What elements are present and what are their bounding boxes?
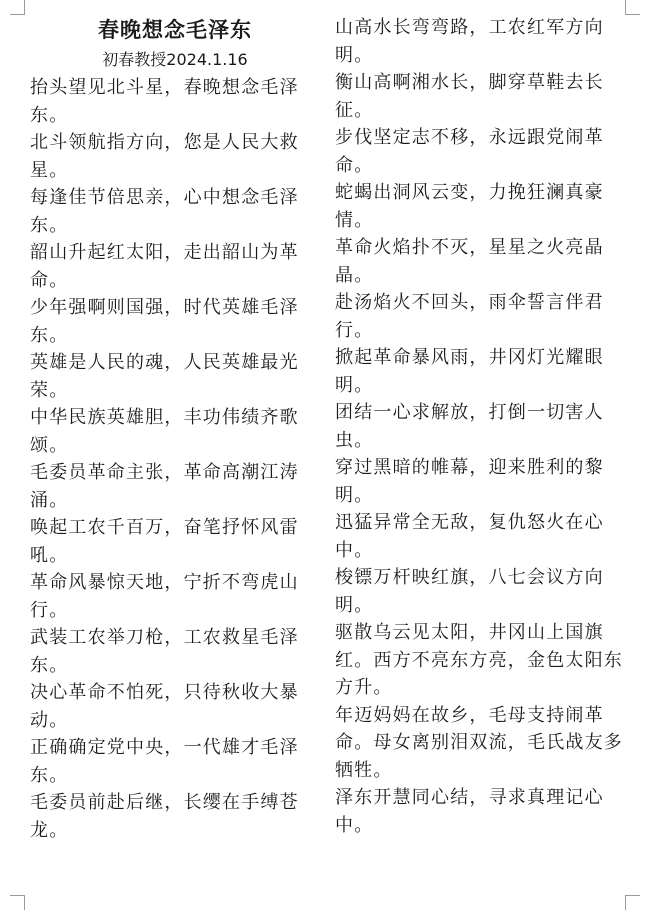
verse-line: 赴汤焰火不回头，雨伞誓言伴君行。	[335, 292, 604, 341]
crop-mark-bottom-right	[625, 895, 640, 910]
verse-line: 毛委员前赴后继，长缨在手缚苍龙。	[30, 792, 299, 841]
verse-line: 穿过黑暗的帷幕，迎来胜利的黎明。	[335, 457, 604, 506]
verse-line: 正确确定党中央，一代雄才毛泽东。	[30, 737, 299, 786]
verse-line: 北斗领航指方向，您是人民大救星。	[30, 132, 299, 181]
verse-line: 团结一心求解放，打倒一切害人虫。	[335, 402, 604, 451]
verse-line: 革命风暴惊天地，宁折不弯虎山行。	[30, 572, 299, 621]
verse-line: 梭镖万杆映红旗，八七会议方向明。	[335, 567, 604, 616]
verse-line: 山高水长弯弯路，工农红军方向明。	[335, 17, 604, 66]
verse-line: 驱散乌云见太阳，井冈山上国旗红。西方不亮东方亮，金色太阳东方升。	[335, 622, 623, 698]
verse-line: 少年强啊则国强，时代英雄毛泽东。	[30, 297, 299, 346]
left-column	[30, 14, 320, 844]
verse-line: 迅猛异常全无敌，复仇怒火在心中。	[335, 512, 604, 561]
verse-line: 武装工农举刀枪，工农救星毛泽东。	[30, 627, 299, 676]
verse-line: 蛇蝎出洞风云变，力挽狂澜真豪情。	[335, 182, 604, 231]
verse-line: 决心革命不怕死，只待秋收大暴动。	[30, 682, 299, 731]
verse-line: 步伐坚定志不移，永远跟党闹革命。	[335, 127, 604, 176]
crop-mark-top-right	[625, 0, 640, 15]
crop-mark-top-left	[10, 0, 25, 15]
verse-line: 毛委员革命主张，革命高潮江涛涌。	[30, 462, 299, 511]
verse-line: 抬头望见北斗星，春晚想念毛泽东。	[30, 77, 299, 126]
crop-mark-bottom-left	[10, 895, 25, 910]
verse-line: 每逢佳节倍思亲，心中想念毛泽东。	[30, 187, 299, 236]
verse-line: 唤起工农千百万，奋笔抒怀风雷吼。	[30, 517, 299, 566]
verse-line: 年迈妈妈在故乡，毛母支持闹革命。母女离别泪双流，毛氏战友多牺牲。	[335, 704, 623, 781]
verse-line: 衡山高啊湘水长，脚穿草鞋去长征。	[335, 72, 604, 121]
verse-line: 中华民族英雄胆，丰功伟绩齐歌颂。	[30, 407, 299, 456]
right-verse-list	[335, 14, 625, 839]
verse-line: 掀起革命暴风雨，井冈灯光耀眼明。	[335, 347, 604, 396]
left-verse-list	[30, 74, 320, 844]
poem-author: 初春教授2024.1.16	[102, 50, 248, 69]
verse-line: 英雄是人民的魂，人民英雄最光荣。	[30, 352, 299, 401]
verse-line: 韶山升起红太阳，走出韶山为革命。	[30, 242, 299, 291]
verse-line: 泽东开慧同心结，寻求真理记心中。	[335, 787, 604, 836]
poem-title: 春晚想念毛泽东	[98, 18, 252, 42]
right-column	[335, 14, 625, 839]
verse-line: 革命火焰扑不灭，星星之火亮晶晶。	[335, 237, 604, 286]
